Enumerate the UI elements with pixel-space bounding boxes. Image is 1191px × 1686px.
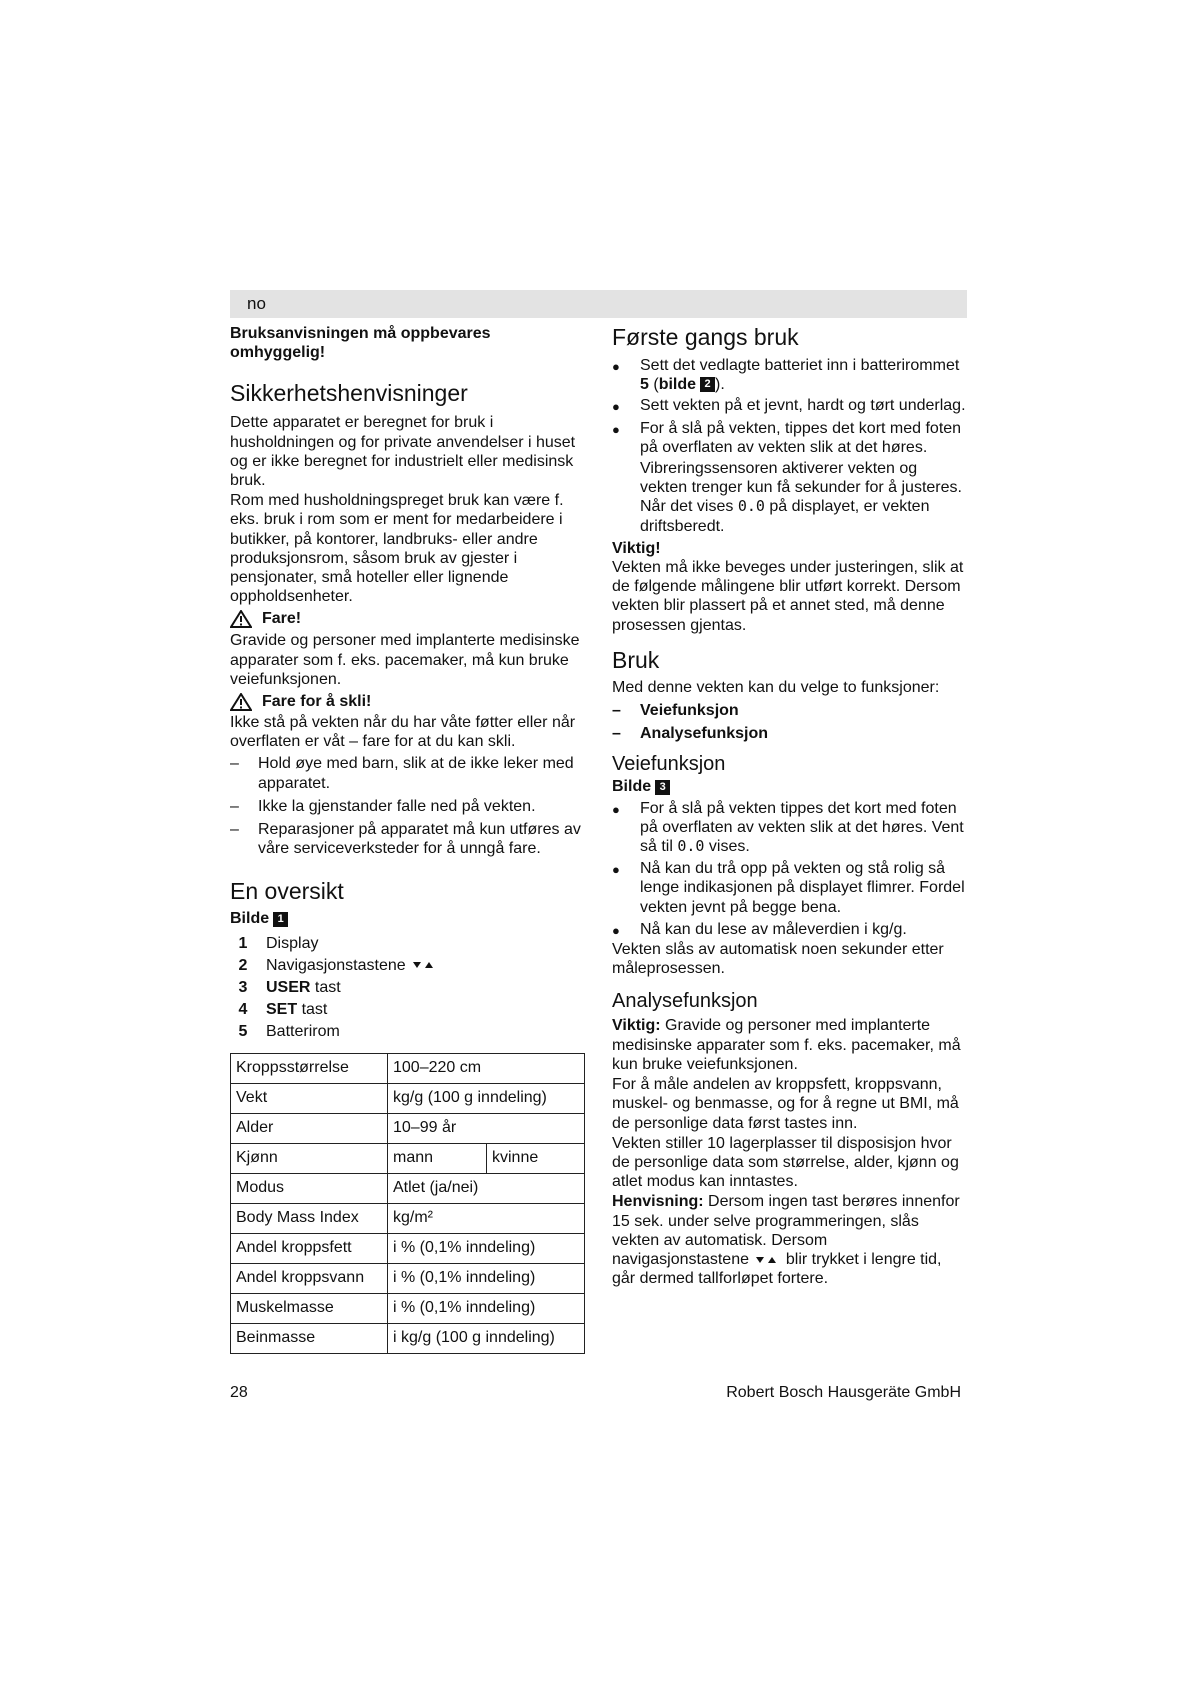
table-row [231,1293,585,1323]
table-row [231,1323,585,1353]
table-row [231,1113,585,1143]
table-cell: Atlet (ja/nei) [388,1173,585,1203]
language-bar [230,290,967,318]
figure-number-box: 3 [655,780,670,795]
safety-heading: Sikkerhetshenvisninger [230,380,468,407]
warning-danger-text: Gravide og personer med implanterte medisinske apparater som f. eks. pacemaker, må kun bruke veiefunksjonen. [230,632,580,688]
first-use-heading: Første gangs bruk [612,324,799,350]
table-cell: kg/g (100 g inndeling) [388,1083,585,1113]
table-cell: Andel kroppsvann [231,1263,388,1293]
dash-item: – Hold øye med barn, slik at de ikke leker med apparatet. [230,755,574,792]
analysis-note: Henvisning: Dersom ingen tast berøres innenfor 15 sek. under selve programmeringen, slås vekten av automatisk. Dersom navigasjonstastene blir trykket i lengre tid, går dermed tallforløpet fortere. [612,1193,960,1288]
warning-danger-title: Fare! [262,610,302,628]
usage-heading: Bruk [612,646,660,673]
safety-dash-list [230,754,585,858]
list-item: ● For å slå på vekten, tippes det kort med foten på overflaten av vekten slik at det høres. Vibreringssensoren aktiverer vekten og vekten trenger kun få sekunder for å justeres. Når det vises 0.0 på displayet, er vekten driftsberedt. [612,419,962,535]
table-row [231,1083,585,1113]
table-cell: Alder [231,1113,388,1143]
table-cell: Kjønn [231,1143,388,1173]
table-row [231,1263,585,1293]
table-cell: Modus [231,1173,388,1203]
company-name: Robert Bosch Hausgeräte GmbH [726,1384,961,1401]
overview-item: 2 Navigasjonstastene [230,955,585,977]
figure-number-box: 2 [700,377,715,392]
left-column [230,322,585,1354]
warning-slip-title: Fare for å skli! [262,693,372,711]
figure-number-box: 1 [273,912,288,927]
table-row [231,1233,585,1263]
keep-instructions-note: Bruksanvisningen må oppbevares omhyggelig! [230,325,491,362]
overview-figure-ref: Bilde 1 [230,909,585,928]
list-item: ● Sett det vedlagte batteriet inn i batterirommet 5 (bilde 2 ). [612,357,960,394]
overview-item: 5 Batterirom [238,1022,340,1040]
table-cell: mann [388,1143,487,1173]
table-cell: 10–99 år [388,1113,585,1143]
important-title: Viktig! [612,539,661,557]
warning-triangle-icon [230,693,252,711]
language-tag: no [247,294,266,313]
usage-text: Med denne vekten kan du velge to funksjoner: [612,678,940,696]
table-cell: Andel kroppsfett [231,1233,388,1263]
page-number: 28 [230,1384,248,1401]
table-cell: i % (0,1% inndeling) [388,1233,585,1263]
table-cell: Beinmasse [231,1323,388,1353]
analysis-important: Viktig: Gravide og personer med implanterte medisinske apparater som f. eks. pacemaker, må kun bruke veiefunksjonen. [612,1017,961,1073]
table-cell: 100–220 cm [388,1053,585,1083]
dash-item: – Ikke la gjenstander falle ned på vekten. [230,797,536,815]
weighing-list [612,799,967,940]
list-item: – Analysefunksjon [612,725,769,743]
table-row [231,1173,585,1203]
list-item: ● Nå kan du lese av måleverdien i kg/g. [612,920,907,938]
function-list [612,701,967,743]
nav-arrows-icon [753,1254,781,1266]
list-item: ● Nå kan du trå opp på vekten og stå rolig så lenge indikasjonen på displayet flimrer. Fordel vekten jevnt på begge bena. [612,860,965,916]
list-item: – Veiefunksjon [612,702,739,720]
warning-danger [230,609,585,629]
table-cell: Vekt [231,1083,388,1113]
weighing-figure-ref: Bilde 3 [612,777,967,796]
warning-slip [230,692,585,712]
important-text: Vekten må ikke beveges under justeringen, slik at de følgende målingene blir utført korrekt. Dersom vekten blir plassert på et annet sted, må denne prosessen gjentas. [612,559,964,634]
table-cell: Muskelmasse [231,1293,388,1323]
table-cell: Body Mass Index [231,1203,388,1233]
table-cell: i % (0,1% inndeling) [388,1263,585,1293]
table-cell: i kg/g (100 g inndeling) [388,1323,585,1353]
overview-list [230,933,585,1043]
analysis-paragraph-2: For å måle andelen av kroppsfett, kroppsvann, muskel- og benmasse, og for å regne ut BMI, må de personlige data først tastes inn. [612,1076,959,1132]
table-cell: i % (0,1% inndeling) [388,1293,585,1323]
dash-item: – Reparasjoner på apparatet må kun utføres av våre serviceverksteder for å unngå fare. [230,821,581,858]
table-cell: kg/m² [388,1203,585,1233]
overview-heading: En oversikt [230,878,344,905]
warning-triangle-icon [230,610,252,628]
overview-item: 4 SET tast [238,1000,328,1018]
overview-item: 1 Display [238,934,319,952]
weighing-heading: Veiefunksjon [612,753,726,776]
table-cell: Kroppsstørrelse [231,1053,388,1083]
analysis-paragraph-3: Vekten stiller 10 lagerplasser til disposisjon hvor de personlige data som størrelse, alder, kjønn og atlet modus kan inntastes. [612,1134,959,1191]
table-row [231,1143,585,1173]
safety-paragraph-1: Dette apparatet er beregnet for bruk i husholdningen og for private anvendelser i huset og er ikke beregnet for industrielt eller medisinsk bruk. [230,414,576,490]
spec-table [230,1053,585,1354]
list-item: ● For å slå på vekten tippes det kort med foten på overflaten av vekten slik at det høres. Vent så til 0.0 vises. [612,799,964,856]
right-column [612,322,967,1288]
table-cell: kvinne [487,1143,585,1173]
table-row [231,1053,585,1083]
first-use-list [612,356,967,536]
list-item: ● Sett vekten på et jevnt, hardt og tørt underlag. [612,397,966,415]
nav-arrows-icon [410,959,438,971]
display-zero-readout: 0.0 [737,497,765,516]
weighing-after-text: Vekten slås av automatisk noen sekunder etter måleprosessen. [612,941,944,978]
table-row [231,1203,585,1233]
display-zero-readout: 0.0 [677,837,705,856]
analysis-heading: Analysefunksjon [612,990,758,1013]
safety-paragraph-2: Rom med husholdningspreget bruk kan være f. eks. bruk i rom som er ment for medarbeidere i butikker, på kontorer, landbruks- eller andre produksjonsrom, såsom bruk av gjester i pensjonater, små hoteller eller lignende oppholdsenheter. [230,492,564,606]
overview-item: 3 USER tast [238,978,341,996]
warning-slip-text: Ikke stå på vekten når du har våte føtter eller når overflaten er våt – fare for at du kan skli. [230,714,576,751]
